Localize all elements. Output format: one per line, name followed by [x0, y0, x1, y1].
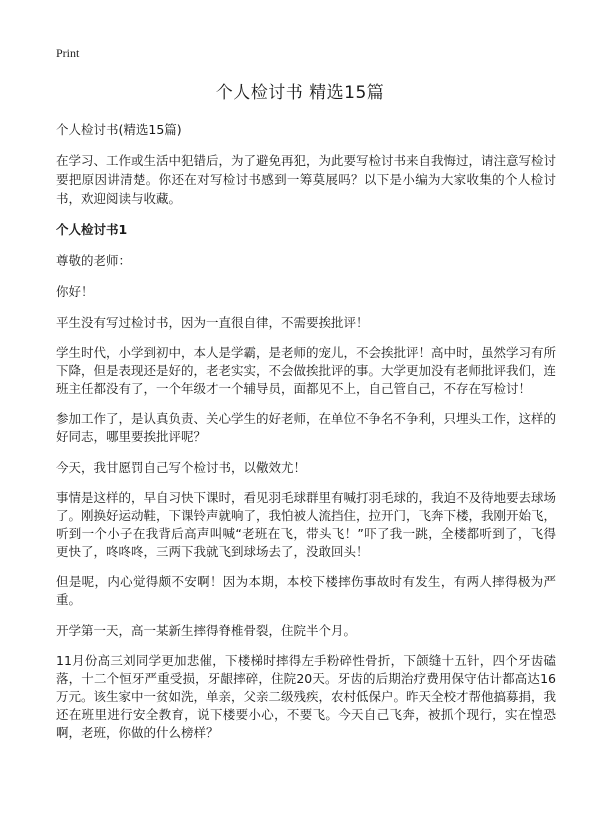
- intro-paragraph: 在学习、工作或生活中犯错后，为了避免再犯，为此要写检讨书来自我悔过，请注意写检讨要把原因讲清楚。你还在对写检讨书感到一筹莫展吗？以下是小编为大家收集的个人检讨书，欢迎阅读与收藏。: [56, 153, 557, 206]
- section-heading: 个人检讨书1: [56, 222, 128, 237]
- page-title: 个人检讨书 精选15篇: [215, 83, 385, 103]
- body-paragraph: 事情是这样的，早自习快下课时，看见羽毛球群里有喊打羽毛球的，我迫不及待地要去球场了。刚换好运动鞋，下课铃声就响了，我怕被人流挡住，拉开门，飞奔下楼，我刚开始飞，听到一个小子在我背后高声叫喊“老班在飞，带头飞！”吓了我一跳，全楼都听到了，飞得更快了，咚咚咚，三两下我就飞到球场去了，没敢回头！: [56, 490, 557, 559]
- body-paragraph: 你好！: [56, 284, 94, 299]
- body-paragraph: 但是呢，内心觉得颇不安啊！因为本期，本校下楼摔伤事故时有发生，有两人摔得极为严重。: [56, 574, 556, 607]
- body-paragraph: 参加工作了，是认真负责、关心学生的好老师，在单位不争名不争利，只埋头工作，这样的好同志，哪里要挨批评呢？: [56, 411, 557, 444]
- document-subtitle: 个人检讨书(精选15篇): [56, 122, 182, 137]
- body-paragraph: 平生没有写过检讨书，因为一直很自律，不需要挨批评！: [56, 315, 369, 330]
- body-paragraph: 学生时代，小学到初中，本人是学霸，是老师的宠儿，不会挨批评！高中时，虽然学习有所下降，但是表现还是好的，老老实实，不会做挨批评的事。大学更加没有老师批评我们，连班主任都没有了，一个年级才一个辅导员，面都见不上，自己管自己，不存在写检讨！: [56, 345, 557, 396]
- print-link[interactable]: Print: [56, 46, 80, 60]
- body-paragraph: 开学第一天，高一某新生摔得脊椎骨裂，住院半个月。: [56, 623, 357, 638]
- body-paragraph: 11月份高三刘同学更加悲催，下楼梯时摔得左手粉碎性骨折，下颌缝十五针，四个牙齿磕落，十二个恒牙严重受损，牙龈摔碎，住院20天。牙齿的后期治疗费用保守估计都高达16万元。该生家中一贫如洗，单亲，父亲二级残疾，农村低保户。昨天全校才帮他搞募捐，我还在班里进行安全教育，说下楼要小心，不要飞。今天自己飞奔，被抓个现行，实在惶恐啊，老班，你做的什么榜样？: [56, 653, 557, 740]
- body-paragraph: 今天，我甘愿罚自己写个检讨书，以儆效尤！: [56, 460, 307, 475]
- body-paragraph: 尊敬的老师：: [56, 253, 132, 268]
- document-body: [56, 120, 556, 754]
